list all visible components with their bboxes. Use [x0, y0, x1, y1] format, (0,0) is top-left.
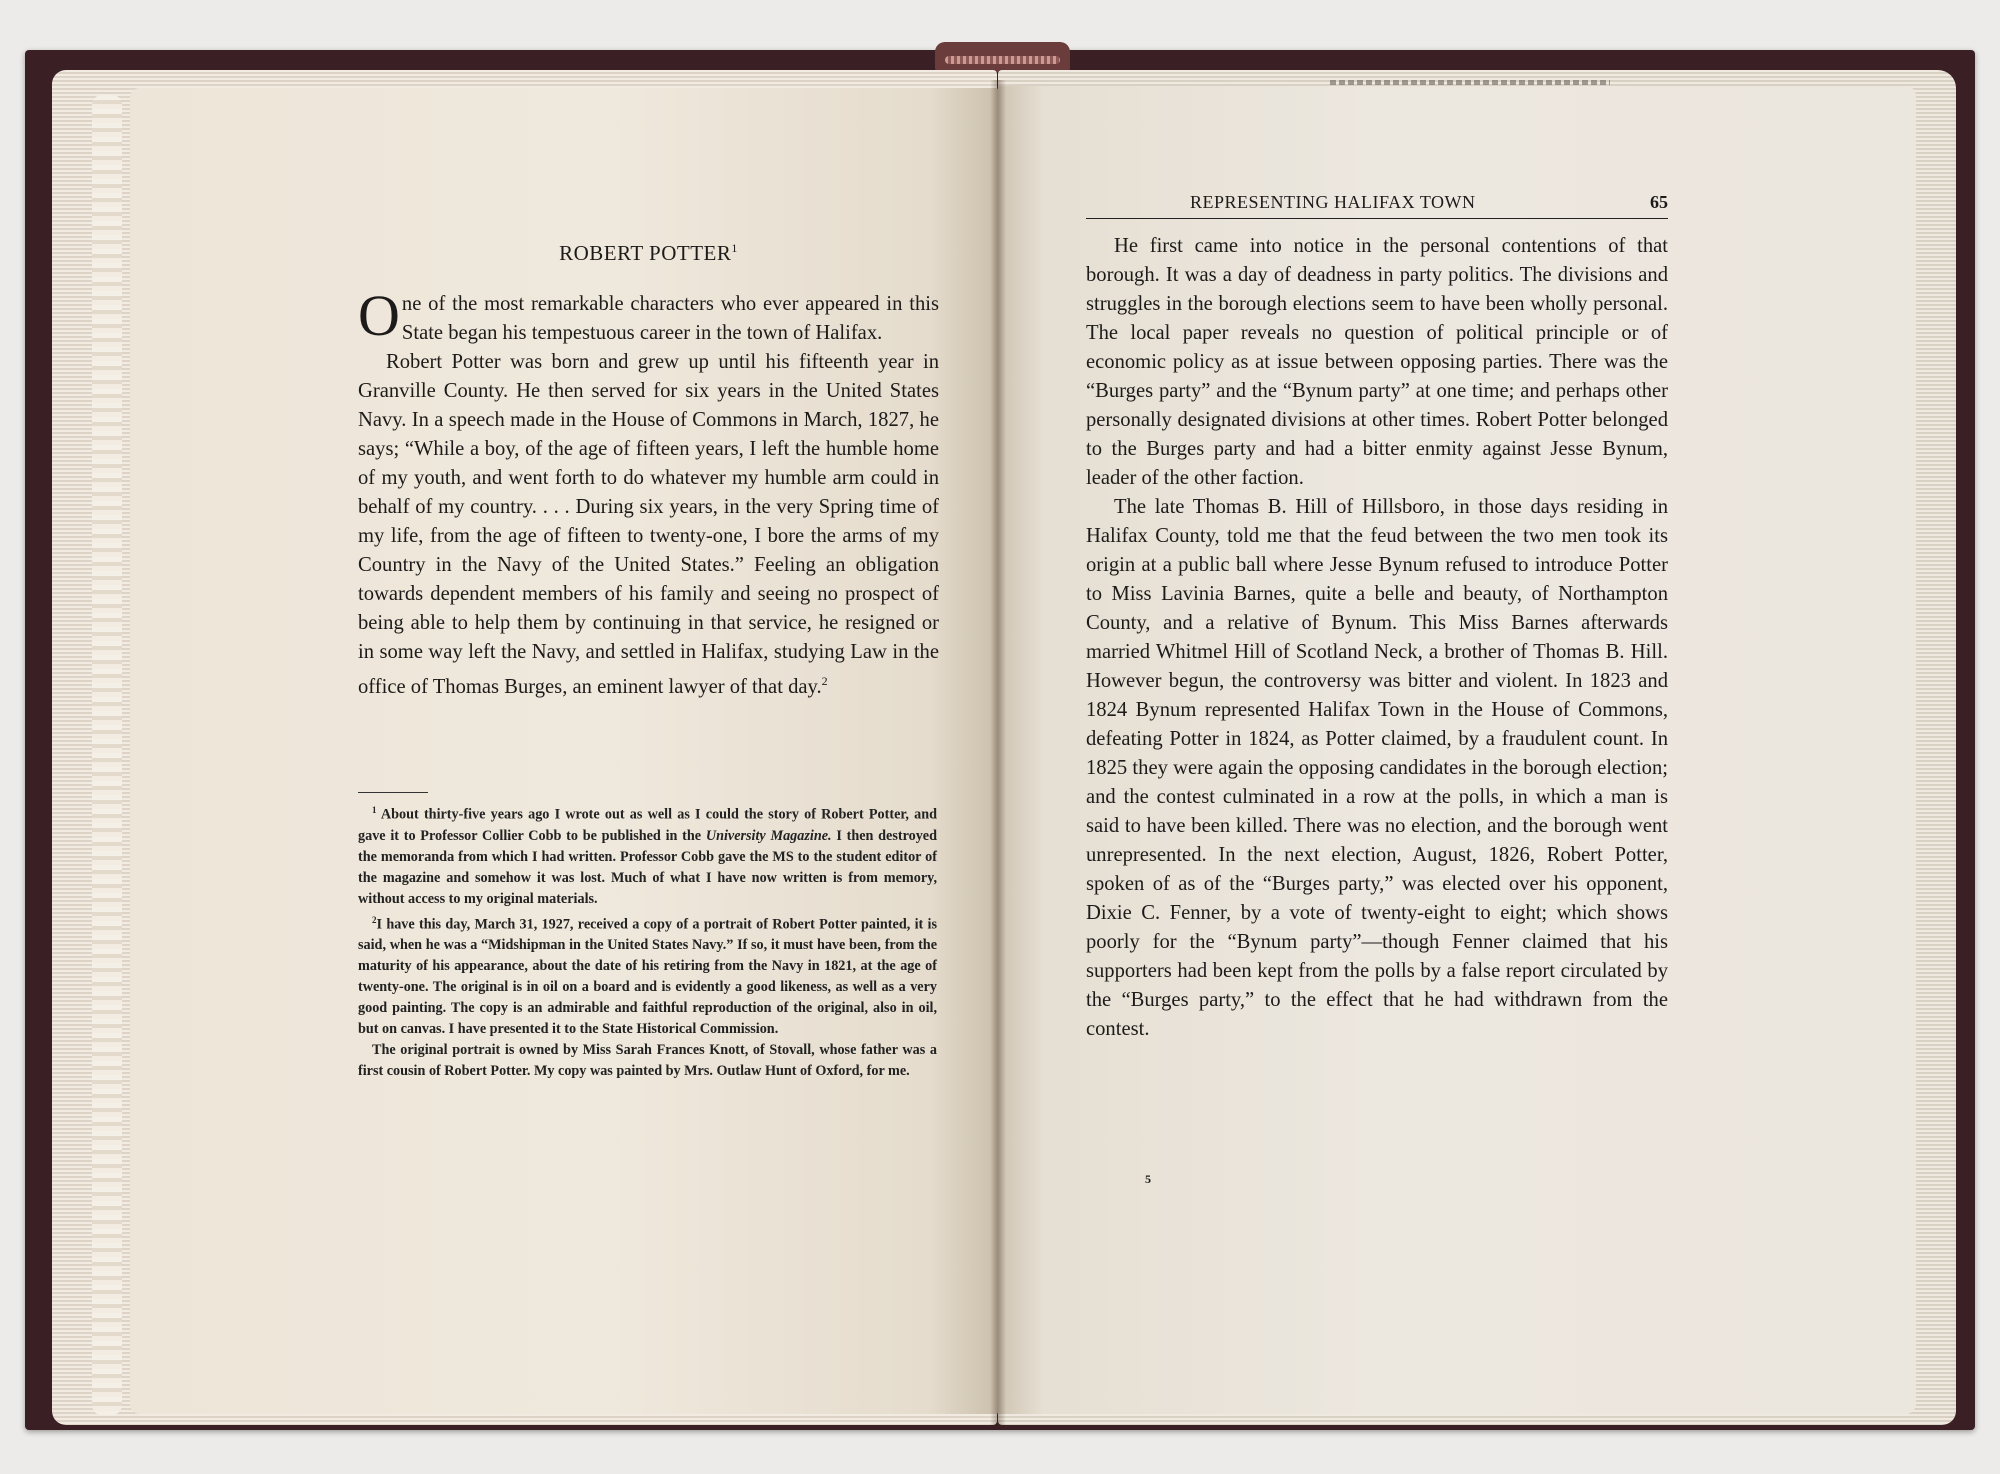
- footnote-2-marker: 2: [372, 914, 377, 925]
- footnote-2-continued: [358, 1040, 937, 1082]
- drop-cap: O: [358, 283, 400, 348]
- signature-mark: 5: [1145, 1172, 1151, 1186]
- opening-paragraph: [358, 283, 939, 348]
- footnote-1-text-a: About thirty-five years ago I wrote out as well as I could the story of Robert Potter, and gave it to Professor Collier Cobb to be published in the: [358, 806, 937, 844]
- chapter-title: [358, 241, 939, 266]
- footnote-2: [358, 910, 937, 1041]
- running-header: [1086, 190, 1668, 219]
- book-gutter: [990, 80, 1006, 1425]
- footnote-1-italic: University Magazine.: [705, 827, 832, 844]
- body-paragraph-text: He first came into notice in the personal contentions of that borough. It was a day of deadness in party politics. The divisions and struggles in the borough elections seem to have been wholly personal. The local paper reveals no question of political principle or of economic policy as at issue between opposing parties. There was the “Burges party” and the “Bynum party” at one time; and perhaps other personally designated divisions at other times. Robert Potter belonged to the Burges party and had a bitter enmity against Jesse Bynum, leader of the other faction.: [1086, 235, 1668, 489]
- footnote-rule: [358, 792, 428, 793]
- footnote-3-text: The original portrait is owned by Miss Sarah Frances Knott, of Stovall, whose father was a first cousin of Robert Potter. My copy was painted by Mrs. Outlaw Hunt of Oxford, for me.: [358, 1042, 937, 1080]
- footnote-1-marker: 1: [372, 805, 377, 815]
- footnotes: [358, 800, 937, 1082]
- right-body-text: [1086, 232, 1668, 1044]
- chapter-title-text: ROBERT POTTER: [559, 241, 732, 265]
- page-top-mark: [1330, 80, 1610, 85]
- footnote-1: [358, 800, 937, 910]
- body-paragraph-text: The late Thomas B. Hill of Hillsboro, in those days residing in Halifax County, told me that the feud between the two men took its origin at a public ball where Jesse Bynum refused to introduce Potter to Miss Lavinia Barnes, quite a belle and beauty, of Northampton County, and a relative of Bynum. This Miss Barnes afterwards married Whitmel Hill of Scotland Neck, a brother of Thomas B. Hill. However begun, the controversy was bitter and violent. In 1823 and 1824 Bynum represented Halifax Town in the House of Commons, defeating Potter in 1824, as Potter claimed, by a fraudulent count. In 1825 they were again the opposing candidates in the borough election; and the contest culminated in a row at the polls, in which a man is said to have been killed. There was no election, and the borough went unrepresented. In the next election, August, 1826, Robert Potter, spoken of as of the “Burges party,” was elected over his opponent, Dixie C. Fenner, by a vote of twenty-eight to eight; which shows poorly for the “Bynum party”—though Fenner claimed that his supporters had been kept from the polls by a false report circulated by the “Burges party,” to the effect that he had withdrawn from the contest.: [1086, 496, 1668, 1040]
- title-footnote-marker: 1: [731, 241, 738, 255]
- deckle-edge: [92, 95, 122, 1415]
- footnote-1-text-b: I then destroyed the memoranda from which I had written. Professor Cobb gave the MS to the student editor of the magazine and somehow it was lost. Much of what I have now written is from memory, without access to my original materials.: [358, 827, 937, 907]
- body-paragraph: [1086, 232, 1668, 493]
- body-paragraph: [358, 348, 939, 702]
- footnote-2-text: I have this day, March 31, 1927, received a copy of a portrait of Robert Potter painted, it is said, when he was a “Midshipman in the United States Navy.” If so, it must have been, from the maturity of his appearance, about the date of his retiring from the Navy in 1821, at the age of twenty-one. The original is in oil on a board and is evidently a good likeness, as well as a very good painting. The copy is an admirable and faithful reproduction of the original, also in oil, but on canvas. I have presented it to the State Historical Commission.: [358, 916, 937, 1038]
- book-headband: [935, 42, 1070, 72]
- body-paragraph-text: Robert Potter was born and grew up until his fifteenth year in Granville County. He then served for six years in the United States Navy. In a speech made in the House of Commons in March, 1827, he says; “While a boy, of the age of fifteen years, I left the humble home of my youth, and went forth to do whatever my humble arm could in behalf of my country. . . . During six years, in the very Spring time of my life, from the age of fifteen to twenty-one, I bore the arms of my Country in the Navy of the United States.” Feeling an obligation towards dependent members of his family and seeing no prospect of being able to help them by continuing in that service, he resigned or in some way left the Navy, and settled in Halifax, studying Law in the office of Thomas Burges, an eminent lawyer of that day.: [358, 351, 939, 698]
- paragraph-footnote-marker: 2: [821, 674, 828, 688]
- left-body-text: [358, 283, 939, 702]
- body-paragraph: [1086, 493, 1668, 1044]
- running-head-title: REPRESENTING HALIFAX TOWN: [1190, 192, 1476, 212]
- opening-paragraph-text: ne of the most remarkable characters who ever appeared in this State began his tempestuous career in the town of Halifax.: [401, 293, 939, 344]
- left-page: [130, 88, 998, 1414]
- page-number: 65: [1650, 192, 1668, 212]
